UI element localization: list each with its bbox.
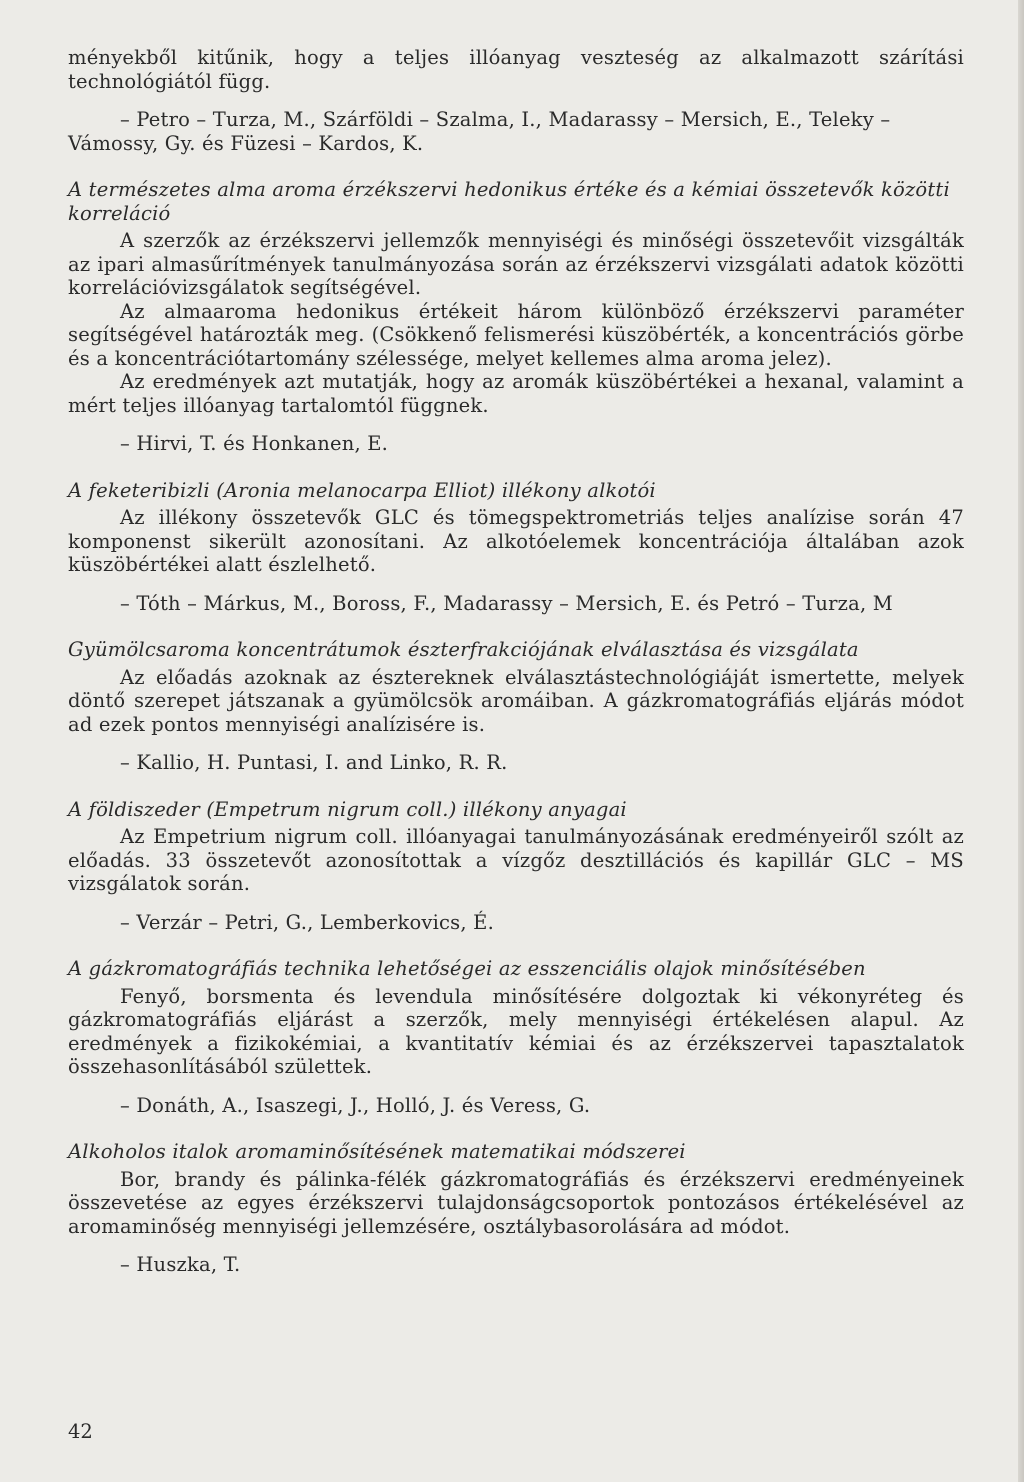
section — [68, 479, 964, 616]
section-paragraph: Az előadás azoknak az észtereknek elválasztástechnológiáját ismertette, melyek döntő szerepet játszanak a gyümölcsök aromáiban. A gázkromatográfiás eljárás módot ad ezek pontos mennyiségi analízisére is. — [68, 665, 964, 736]
page-number: 42 — [68, 1420, 93, 1443]
section-paragraph: Az Empetrium nigrum coll. illóanyagai tanulmányozásának eredményeiről szólt az előadás. 33 összetevőt azonosítottak a vízgőz desztillációs és kapillár GLC – MS vizsgálatok során. — [68, 825, 964, 895]
section — [68, 1140, 964, 1277]
page-edge-shadow — [1018, 0, 1024, 1482]
intro-text: ményekből kitűnik, hogy a teljes illóanyag veszteség az alkalmazott szárítási technológiától függ. — [68, 46, 964, 93]
section-title: A természetes alma aroma érzékszervi hedonikus értéke és a kémiai összetevők közötti korreláció — [68, 178, 950, 225]
section — [68, 798, 964, 935]
section-paragraph: Az almaaroma hedonikus értékeit három különböző érzékszervi paraméter segítségével határozták meg. (Csökkenő felismerési küszöbérték, a koncentrációs görbe és a koncentrációtartomány szélessége, melyet kellemes alma aroma jelez). — [68, 299, 964, 370]
section — [68, 178, 964, 456]
intro-authors: – Petro – Turza, M., Szárföldi – Szalma, I., Madarassy – Mersich, E., Teleky – Vámossy, Gy. és Füzesi – Kardos, K. — [68, 108, 891, 155]
section-authors: – Verzár – Petri, G., Lemberkovics, É. — [120, 910, 495, 934]
text-column — [68, 46, 964, 1277]
section-authors: – Donáth, A., Isaszegi, J., Holló, J. és Veress, G. — [120, 1093, 591, 1117]
section-title: Gyümölcsaroma koncentrátumok észterfrakciójának elválasztása és vizsgálata — [68, 638, 859, 661]
section-paragraph: Bor, brandy és pálinka-félék gázkromatográfiás és érzékszervi eredményeinek összevetése az egyes érzékszervi tulajdonságcsoportok pontozásos értékelésével az aromaminőség mennyiségi jellemzésére, osztálybasorolására ad módot. — [68, 1167, 964, 1238]
section-title: A gázkromatográfiás technika lehetőségei az esszenciális olajok minősítésében — [68, 957, 866, 980]
section-authors: – Tóth – Márkus, M., Boross, F., Madarassy – Mersich, E. és Petró – Turza, M — [120, 591, 893, 615]
section — [68, 957, 964, 1117]
section-title: Alkoholos italok aromaminősítésének matematikai módszerei — [68, 1140, 686, 1163]
section-paragraph: Az eredmények azt mutatják, hogy az aromák küszöbértékei a hexanal, valamint a mért teljes illóanyag tartalomtól függnek. — [68, 370, 964, 417]
section-paragraph: Fenyő, borsmenta és levendula minősítésére dolgoztak ki vékonyréteg és gázkromatográfiás eljárást a szerzők, mely mennyiségi értékelésen alapul. Az eredmények a fizikokémiai, a kvantitatív kémiai és az érzékszervei tapasztalatok összehasonlításából születtek. — [68, 984, 964, 1078]
section-authors: – Kallio, H. Puntasi, I. and Linko, R. R. — [120, 751, 508, 774]
section — [68, 638, 964, 775]
section-title: A földiszeder (Empetrum nigrum coll.) illékony anyagai — [68, 797, 627, 821]
section-title: A feketeribizli (Aronia melanocarpa Elliot) illékony alkotói — [68, 478, 656, 502]
section-paragraph: Az illékony összetevők GLC és tömegspektrometriás teljes analízise során 47 komponenst sikerült azonosítani. Az alkotóelemek koncentrációja általában azok küszöbértékei alatt észlelhető. — [68, 506, 964, 576]
section-authors: – Huszka, T. — [120, 1253, 241, 1276]
section-authors: – Hirvi, T. és Honkanen, E. — [120, 432, 389, 455]
section-paragraph: A szerzők az érzékszervi jellemzők mennyiségi és minőségi összetevőit vizsgálták az ipari almasűrítmények tanulmányozása során az érzékszervi vizsgálati adatok közötti korrelációvizsgálatok segítségével. — [68, 229, 964, 299]
